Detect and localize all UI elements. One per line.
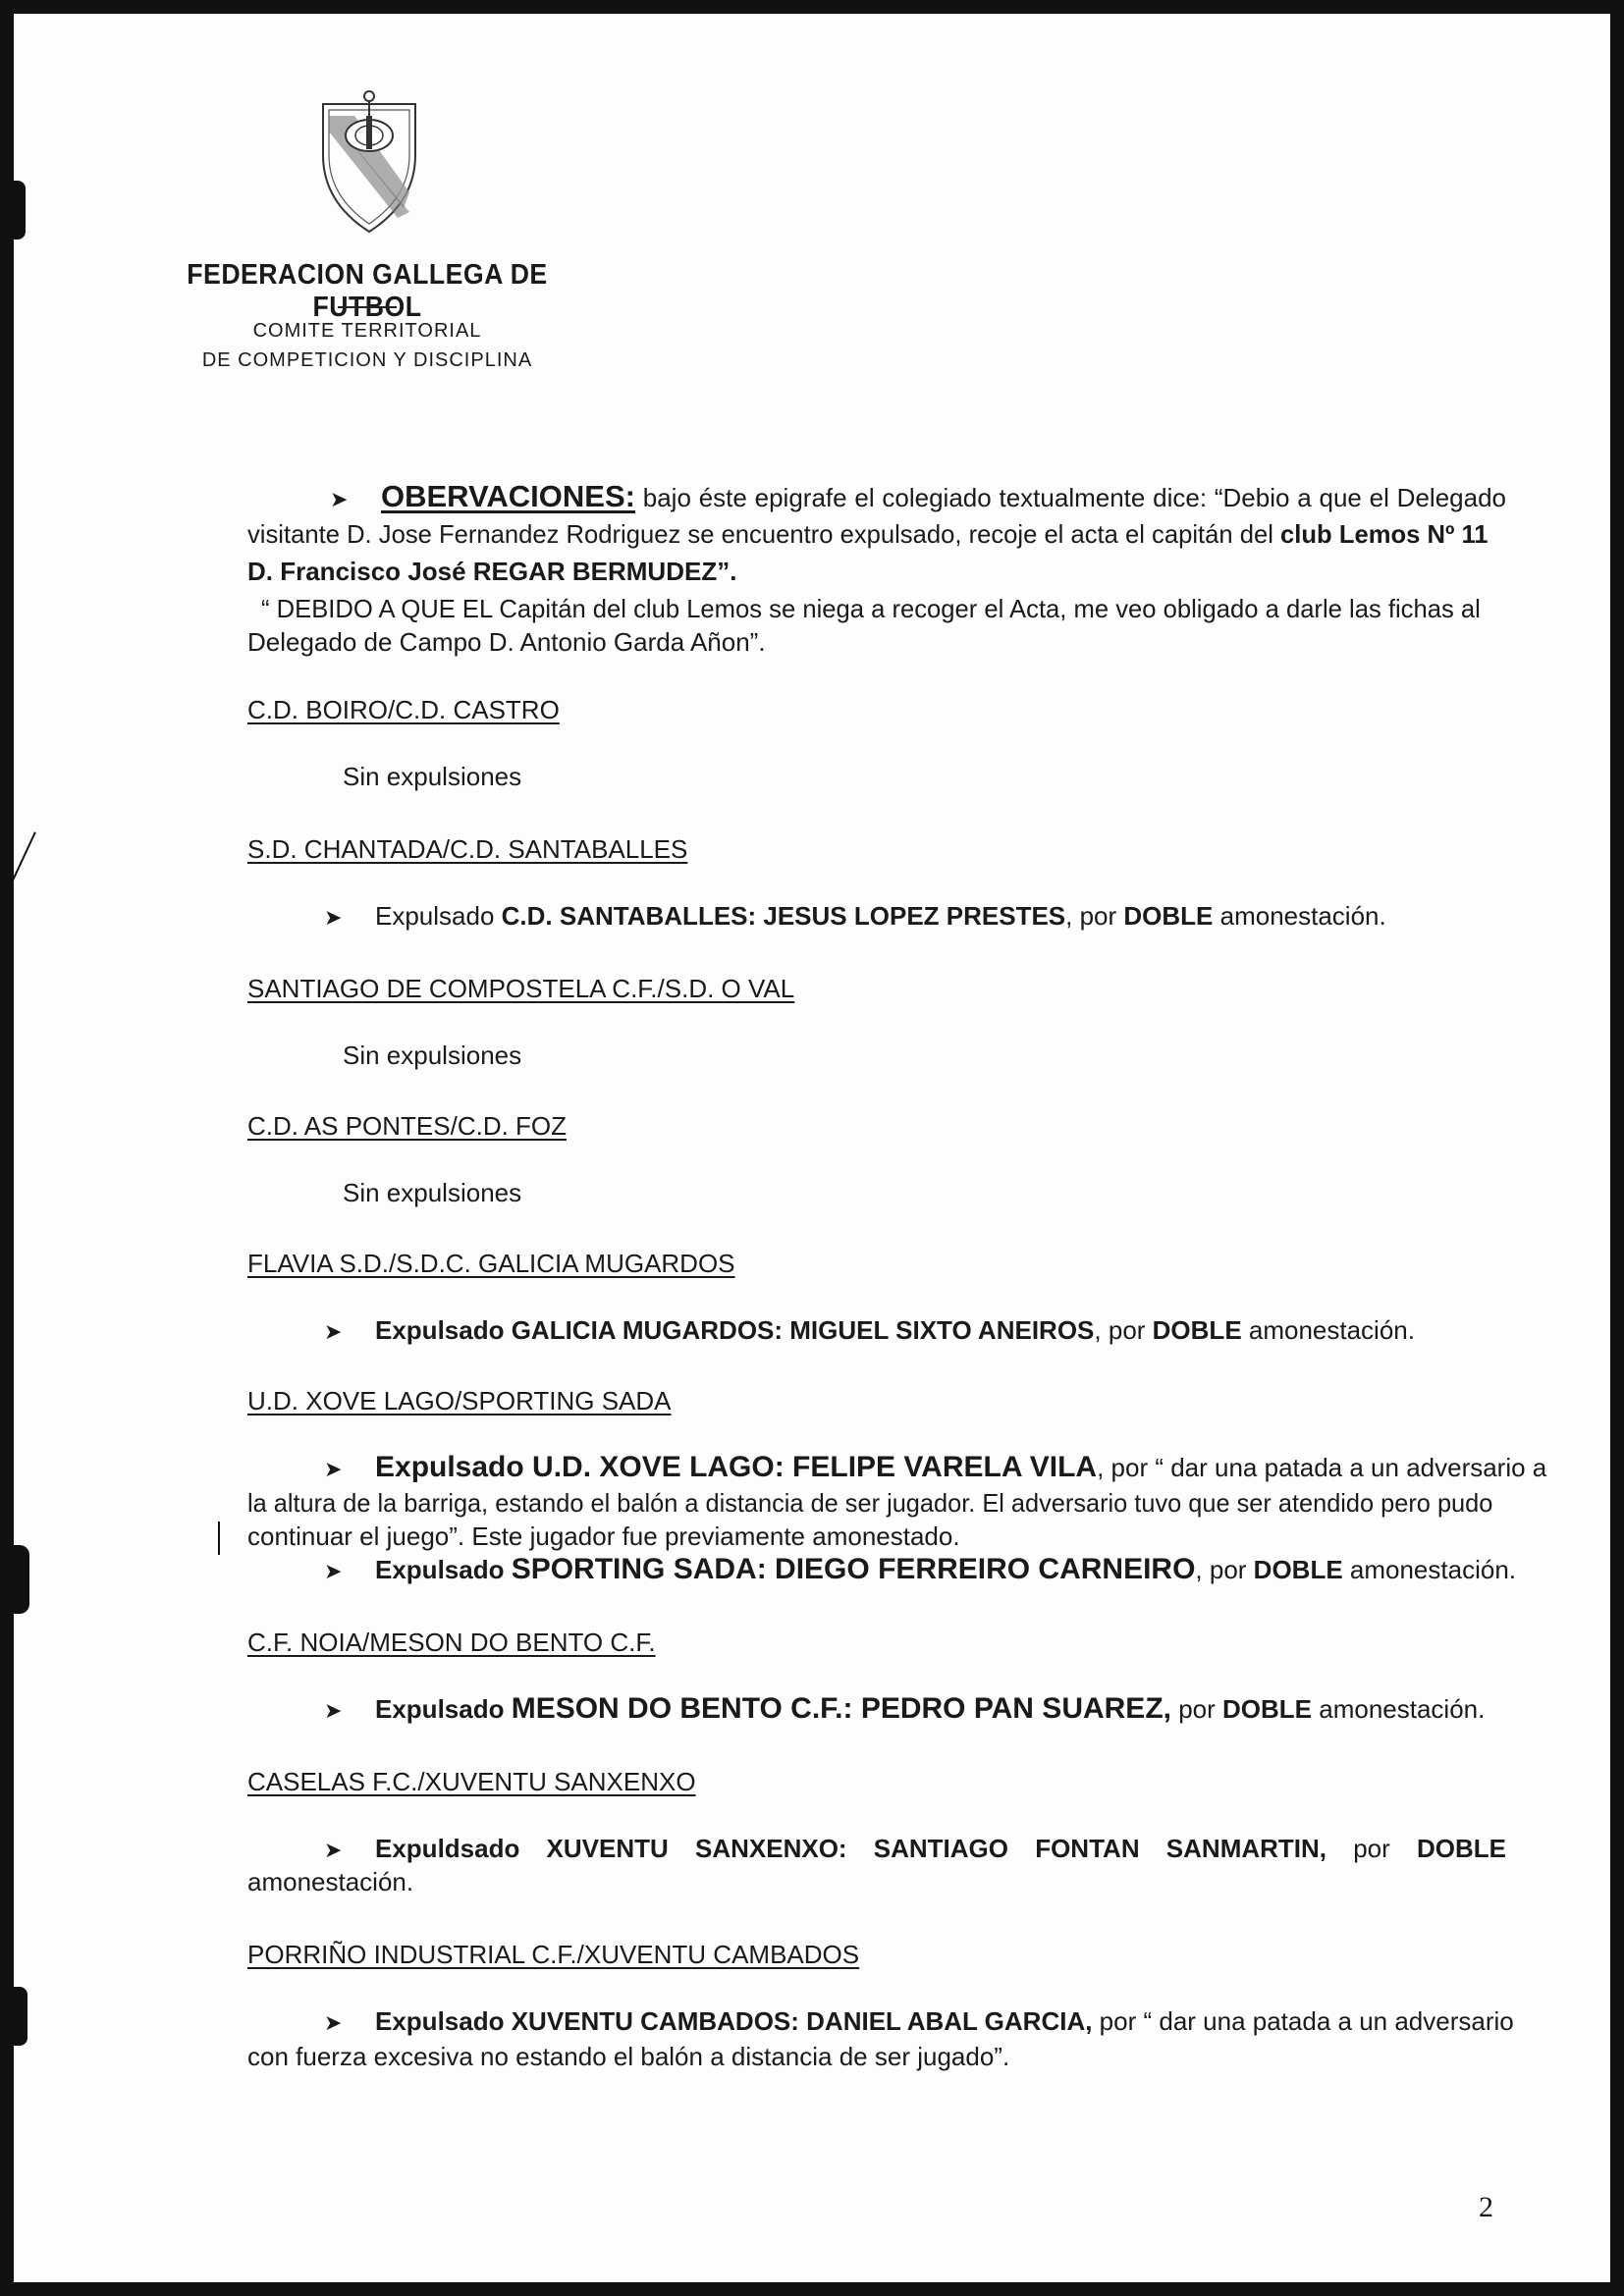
match-expulsion: ➤ Expulsado SPORTING SADA: DIEGO FERREIRO CARNEIRO, por DOBLE amonestación. — [247, 1553, 1516, 1588]
bullet-arrow-icon: ➤ — [324, 2010, 343, 2035]
observations-line-4 — [261, 592, 1499, 625]
match-result: Sin expulsiones — [343, 1178, 522, 1207]
match-title: C.F. NOIA/MESON DO BENTO C.F. — [247, 1628, 656, 1657]
observations-title: OBERVACIONES: — [381, 479, 635, 513]
match-title: FLAVIA S.D./S.D.C. GALICIA MUGARDOS — [247, 1249, 735, 1278]
observations-line-5: Delegado de Campo D. Antonio Garda Añon”. — [247, 627, 766, 657]
match-expulsion-text: la altura de la barriga, estando el balón a distancia de ser jugador. El adversario tuvo que ser atendido pero pudo — [247, 1488, 1493, 1518]
match-expulsion: ➤ Expulsado U.D. XOVE LAGO: FELIPE VARELA VILA, por “ dar una patada a un adversario a — [247, 1451, 1506, 1486]
observations-line-1 — [247, 480, 1506, 516]
observations-text: visitante D. Jose Fernandez Rodriguez se encuentro expulsado, recoje el acta el capitán del — [247, 519, 1281, 549]
observations-bold: club Lemos Nº 11 — [1280, 519, 1489, 549]
observations-text: bajo éste epigrafe el colegiado textualmente dice: “Debio a que el Delegado — [642, 483, 1506, 512]
match-expulsion-text: con fuerza excesiva no estando el balón a distancia de ser jugado”. — [247, 2042, 1010, 2071]
match-expulsion: ➤ Expulsado MESON DO BENTO C.F.: PEDRO PAN SUAREZ, por DOBLE amonestación. — [247, 1692, 1485, 1728]
scan-punch-mark — [14, 1987, 27, 2046]
observations-line-2 — [247, 517, 1507, 551]
scan-punch-mark — [14, 1545, 29, 1614]
match-expulsion: ➤ Expulsado XUVENTU CAMBADOS: DANIEL ABAL GARCIA, por “ dar una patada a un adversario — [247, 2004, 1514, 2040]
bullet-arrow-icon: ➤ — [324, 1559, 343, 1583]
scan-punch-mark — [14, 181, 26, 240]
bullet-arrow-icon: ➤ — [330, 487, 349, 511]
federation-crest-logo — [315, 86, 423, 236]
match-result: Sin expulsiones — [343, 762, 522, 791]
match-expulsion: ➤ Expulsado C.D. SANTABALLES: JESUS LOPEZ PRESTES, por DOBLE amonestación. — [247, 899, 1386, 934]
bullet-arrow-icon: ➤ — [324, 1457, 343, 1481]
match-expulsion: ➤ Expuldsado XUVENTU SANXENXO: SANTIAGO FONTAN SANMARTIN, por DOBLE — [247, 1832, 1506, 1867]
match-title: S.D. CHANTADA/C.D. SANTABALLES — [247, 834, 688, 864]
match-title: C.D. BOIRO/C.D. CASTRO — [247, 695, 560, 724]
document-page — [14, 14, 1610, 2282]
observations-line-3 — [247, 555, 736, 588]
match-result: Sin expulsiones — [343, 1041, 522, 1070]
committee-line-2: DE COMPETICION Y DISCIPLINA — [201, 349, 533, 371]
bullet-arrow-icon: ➤ — [324, 1838, 343, 1862]
match-title: SANTIAGO DE COMPOSTELA C.F./S.D. O VAL — [247, 974, 795, 1003]
bullet-arrow-icon: ➤ — [324, 1319, 343, 1344]
page-number: 2 — [1479, 2191, 1493, 2223]
match-expulsion-text: amonestación. — [247, 1867, 414, 1896]
scan-stroke-mark — [14, 831, 36, 903]
bullet-arrow-icon: ➤ — [324, 905, 343, 930]
match-title: PORRIÑO INDUSTRIAL C.F./XUVENTU CAMBADOS — [247, 1940, 860, 1969]
match-title: CASELAS F.C./XUVENTU SANXENXO — [247, 1767, 696, 1796]
match-title: U.D. XOVE LAGO/SPORTING SADA — [247, 1386, 672, 1415]
committee-line-1: COMITE TERRITORIAL — [252, 320, 482, 342]
observations-text: “ DEBIDO A QUE EL Capitán del club Lemos se niega a recoger el Acta, me veo obligado a darle las fichas al — [261, 594, 1481, 623]
match-expulsion: ➤ Expulsado GALICIA MUGARDOS: MIGUEL SIXTO ANEIROS, por DOBLE amonestación. — [247, 1313, 1415, 1349]
margin-change-bar — [218, 1522, 220, 1555]
observations-bold: D. Francisco José REGAR BERMUDEZ”. — [247, 557, 737, 586]
header-divider — [338, 306, 397, 308]
match-expulsion-text: continuar el juego”. Este jugador fue previamente amonestado. — [247, 1522, 960, 1551]
match-title: C.D. AS PONTES/C.D. FOZ — [247, 1111, 568, 1141]
federation-name: FEDERACION GALLEGA DE FUTBOL — [187, 259, 548, 323]
bullet-arrow-icon: ➤ — [324, 1698, 343, 1723]
